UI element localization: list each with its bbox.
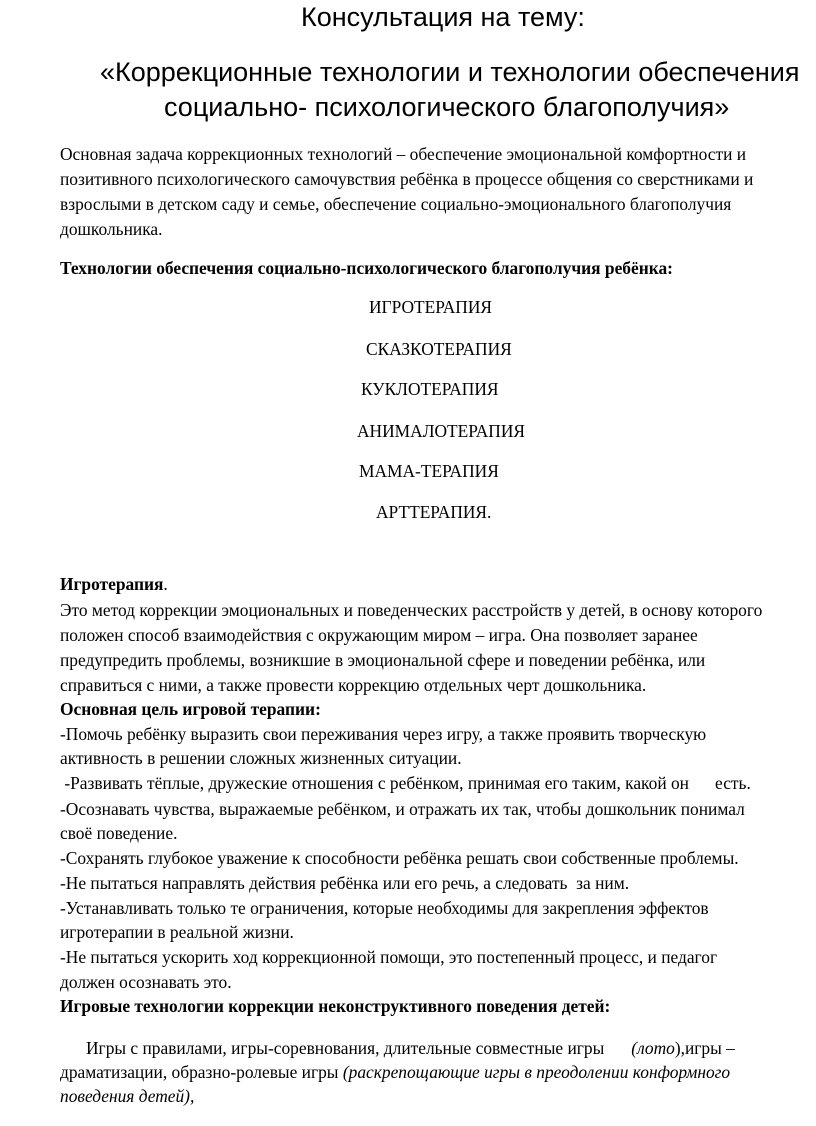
section-heading-igroterapia <box>60 574 168 595</box>
igroterapia-desc-line-2: положен способ взаимодействия с окружающим миром – игра. Она позволяет заранее <box>60 625 698 645</box>
tech-item-skazkoterapia: СКАЗКОТЕРАПИЯ <box>366 339 512 359</box>
game-tech-text-1a: Игры с правилами, игры-соревнования, длительные совместные игры <box>86 1038 605 1058</box>
igroterapia-desc-line-4: справиться с ними, а также провести коррекцию отдельных черт дошкольника. <box>60 675 647 695</box>
igroterapia-heading-punct: . <box>163 574 168 594</box>
game-tech-heading: Игровые технологии коррекции неконструктивного поведения детей: <box>60 996 611 1016</box>
technologies-heading: Технологии обеспечения социально-психологического благополучия ребёнка: <box>60 258 673 278</box>
game-tech-para-line-1 <box>86 1038 735 1059</box>
goal-line-4: -Осознавать чувства, выражаемые ребёнком, и отражать их так, чтобы дошкольник понимал <box>60 799 745 819</box>
igroterapia-heading-text: Игротерапия <box>60 574 164 594</box>
intro-line-4: дошкольника. <box>60 219 163 239</box>
igroterapia-desc-line-3: предупредить проблемы, возникшие в эмоциональной сфере и поведении ребёнка, или <box>60 650 706 670</box>
goal-heading: Основная цель игровой терапии: <box>60 699 321 719</box>
tech-item-mama-terapia: МАМА-ТЕРАПИЯ <box>359 461 499 481</box>
game-tech-text-1c: ),игры – <box>674 1038 735 1058</box>
game-tech-text-2a: драматизации, образно-ролевые игры <box>60 1062 343 1082</box>
title-line-2: «Коррекционные технологии и технологии обеспечения <box>100 57 800 87</box>
game-tech-para-line-3: поведения детей), <box>60 1086 195 1106</box>
goal-line-2: активность в решении сложных жизненных ситуации. <box>60 748 462 768</box>
intro-line-1: Основная задача коррекционных технологий – обеспечение эмоциональной комфортности и <box>60 144 747 164</box>
goal-line-9: игротерапии в реальной жизни. <box>60 922 294 942</box>
intro-line-2: позитивного психологического самочувствия ребёнка в процессе общения со сверстниками и <box>60 169 754 189</box>
goal-line-11: должен осознавать это. <box>60 972 232 992</box>
goal-line-1: -Помочь ребёнку выразить свои переживания через игру, а также проявить творческую <box>60 724 707 744</box>
goal-line-7: -Не пытаться направлять действия ребёнка или его речь, а следовать за ним. <box>60 873 630 893</box>
goal-line-8: -Устанавливать только те ограничения, которые необходимы для закрепления эффектов <box>60 898 709 918</box>
intro-line-3: взрослыми в детском саду и семье, обеспечение социально-эмоционального благополучия <box>60 194 732 214</box>
igroterapia-desc-line-1: Это метод коррекции эмоциональных и поведенческих расстройств у детей, в основу которого <box>60 600 763 620</box>
goal-line-6: -Сохранять глубокое уважение к способности ребёнка решать свои собственные проблемы. <box>60 848 739 868</box>
goal-line-3: -Развивать тёплые, дружеские отношения с ребёнком, принимая его таким, какой он есть. <box>60 773 751 793</box>
game-tech-para-line-2 <box>60 1062 730 1083</box>
game-tech-text-1b: (лото <box>631 1038 675 1058</box>
game-tech-text-2b: (раскрепощающие игры в преодолении конформного <box>342 1062 731 1082</box>
tech-item-animaloterapia: АНИМАЛОТЕРАПИЯ <box>357 421 526 441</box>
tech-item-igroterapia: ИГРОТЕРАПИЯ <box>369 297 493 317</box>
title-line-1: Консультация на тему: <box>301 2 585 32</box>
goal-line-5: своё поведение. <box>60 823 178 843</box>
goal-line-10: -Не пытаться ускорить ход коррекционной помощи, это постепенный процесс, и педагог <box>60 947 718 967</box>
tech-item-kukloterapia: КУКЛОТЕРАПИЯ <box>361 379 499 399</box>
title-line-3: социально- психологического благополучия» <box>164 92 730 122</box>
tech-item-artterapia: АРТТЕРАПИЯ. <box>376 502 492 522</box>
